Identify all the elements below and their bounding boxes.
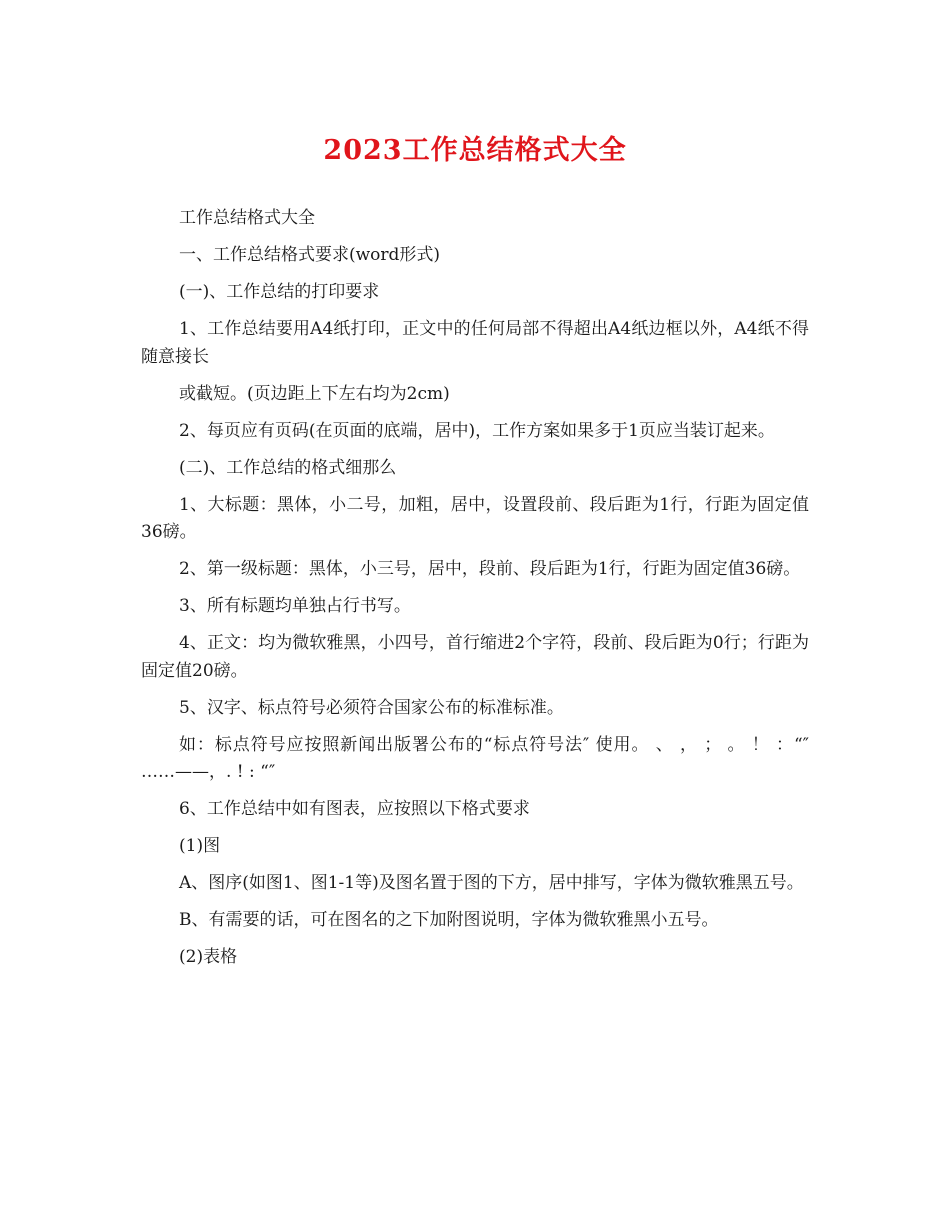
paragraph: 2、第一级标题：黑体，小三号，居中，段前、段后距为1行，行距为固定值36磅。 [179, 559, 801, 579]
paragraph: 工作总结格式大全 [179, 208, 315, 228]
paragraph: 一、工作总结格式要求(word形式) [179, 245, 441, 265]
document-body [141, 205, 809, 981]
paragraph: (二)、工作总结的格式细那么 [179, 457, 397, 478]
paragraph: 1、大标题：黑体，小二号，加粗，居中，设置段前、段后距为1行，行距为固定值36磅。 [141, 494, 809, 542]
paragraph: 4、正文：均为微软雅黑，小四号，首行缩进2个字符，段前、段后距为0行；行距为固定值20磅。 [141, 633, 809, 681]
paragraph: 2、每页应有页码(在页面的底端，居中)，工作方案如果多于1页应当装订起来。 [179, 420, 775, 441]
document-title: 2023工作总结格式大全 [323, 135, 627, 166]
paragraph: 5、汉字、标点符号必须符合国家公布的标准标准。 [179, 697, 564, 718]
paragraph: 3、所有标题均单独占行书写。 [179, 596, 411, 616]
paragraph: (一)、工作总结的打印要求 [179, 282, 380, 302]
paragraph: A、图序(如图1、图1-1等)及图名置于图的下方，居中排写，字体为微软雅黑五号。 [179, 873, 804, 893]
paragraph: B、有需要的话，可在图名的之下加附图说明，字体为微软雅黑小五号。 [179, 910, 719, 930]
paragraph: 或截短。(页边距上下左右均为2cm) [179, 383, 450, 404]
paragraph: 如：标点符号应按照新闻出版署公布的“标点符号法″ 使用。 、 ， ； 。 ！ ：“″ ……——，. ! : “″ [141, 734, 809, 782]
paragraph: (2)表格 [179, 947, 238, 967]
paragraph: 6、工作总结中如有图表，应按照以下格式要求 [179, 799, 530, 819]
paragraph: (1)图 [179, 836, 221, 856]
paragraph: 1、工作总结要用A4纸打印，正文中的任何局部不得超出A4纸边框以外，A4纸不得随意接长 [141, 319, 809, 367]
